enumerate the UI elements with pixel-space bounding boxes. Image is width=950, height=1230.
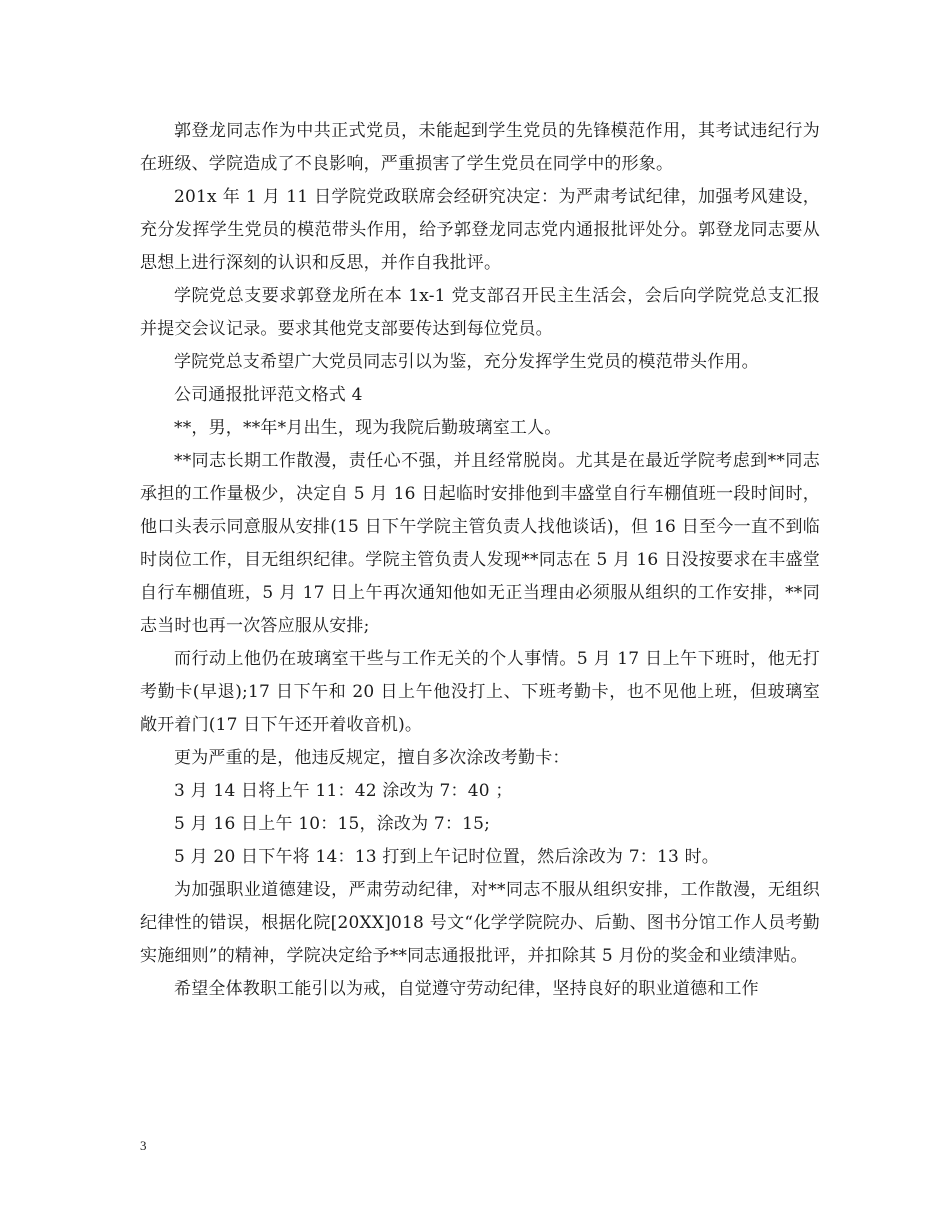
list-item-1: 3 月 14 日将上午 11：42 涂改为 7：40 ；: [174, 781, 513, 801]
paragraph-1: 郭登龙同志作为中共正式党员，未能起到学生党员的先锋模范作用，其考试违纪行为在班级、学院造成了不良影响，严重损害了学生党员在同学中的形象。: [140, 121, 820, 174]
list-item-2: 5 月 16 日上午 10：15，涂改为 7：15;: [174, 814, 491, 834]
document-body: [140, 115, 820, 1006]
paragraph-2: 201x 年 1 月 11 日学院党政联席会经研究决定：为严肃考试纪律，加强考风建设，充分发挥学生党员的模范带头作用，给予郭登龙同志党内通报批评处分。郭登龙同志要从思想上进行深刻的认识和反思，并作自我批评。: [140, 187, 820, 273]
paragraph-3: 学院党总支要求郭登龙所在本 1x-1 党支部召开民主生活会，会后向学院党总支汇报并提交会议记录。要求其他党支部要传达到每位党员。: [140, 286, 820, 339]
section-heading: 公司通报批评范文格式 4: [174, 385, 363, 405]
paragraph-7: **同志长期工作散漫，责任心不强，并且经常脱岗。尤其是在最近学院考虑到**同志承担的工作量极少，决定自 5 月 16 日起临时安排他到丰盛堂自行车棚值班一段时间时，他口头表示同意服从安排(15 日下午学院主管负责人找他谈话)，但 16 日至今一直不到临时岗位工作，目无组织纪律。学院主管负责人发现**同志在 5 月 16 日没按要求在丰盛堂自行车棚值班，5 月 17 日上午再次通知他如无正当理由必须服从组织的工作安排，**同志当时也再一次答应服从安排;: [140, 451, 820, 636]
paragraph-8: 而行动上他仍在玻璃室干些与工作无关的个人事情。5 月 17 日上午下班时，他无打考勤卡(早退);17 日下午和 20 日上午他没打上、下班考勤卡，也不见他上班，但玻璃室敞开着门(17 日下午还开着收音机)。: [140, 649, 820, 735]
paragraph-9: 更为严重的是，他违反规定，擅自多次涂改考勤卡：: [174, 748, 570, 768]
paragraph-14: 希望全体教职工能引以为戒，自觉遵守劳动纪律，坚持良好的职业道德和工作: [174, 979, 759, 999]
page-number: 3: [140, 1138, 147, 1153]
paragraph-13: 为加强职业道德建设，严肃劳动纪律，对**同志不服从组织安排，工作散漫，无组织纪律性的错误，根据化院[20XX]018 号文“化学学院院办、后勤、图书分馆工作人员考勤实施细则”的精神，学院决定给予**同志通报批评，并扣除其 5 月份的奖金和业绩津贴。: [140, 880, 820, 966]
paragraph-4: 学院党总支希望广大党员同志引以为鉴，充分发挥学生党员的模范带头作用。: [174, 352, 759, 372]
list-item-3: 5 月 20 日下午将 14：13 打到上午记时位置，然后涂改为 7：13 时。: [174, 847, 719, 867]
paragraph-6: **，男，**年*月出生，现为我院后勤玻璃室工人。: [174, 418, 562, 438]
